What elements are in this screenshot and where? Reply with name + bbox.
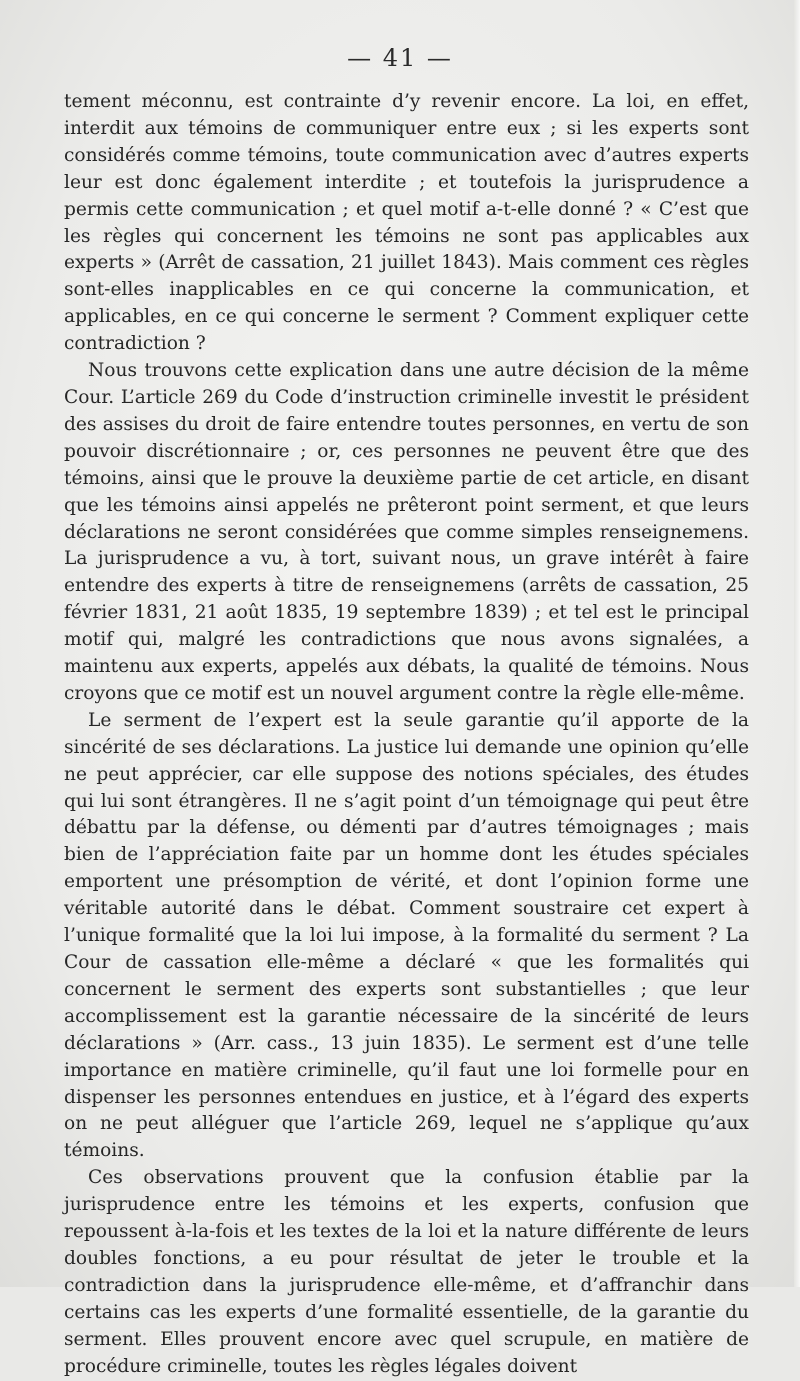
paragraph-4: Ces observations prouvent que la confusion établie par la jurisprudence entre les témoins et les experts, confusion que repoussent à-la-fois et les textes de la loi et la nature différente de leurs doubles fonctions, a eu pour résultat de jeter le trouble et la contradiction dans la jurisprudence elle-même, et d’affranchir dans certains cas les experts d’une formalité essentielle, de la garantie du serment. Elles prouvent encore avec quel scrupule, en matière de procédure criminelle, toutes les règles légales doivent: [64, 1167, 749, 1377]
page-edge: [794, 0, 800, 1287]
paragraph-3: Le serment de l’expert est la seule garantie qu’il apporte de la sincérité de ses déclarations. La justice lui demande une opinion qu’elle ne peut apprécier, car elle suppose des notions spéciales, des études qui lui sont étrangères. Il ne s’agit point d’un témoignage qui peut être débattu par la défense, ou démenti par d’autres témoignages ; mais bien de l’appréciation faite par un homme dont les études spéciales emportent une présomption de vérité, et dont l’opinion forme une véritable autorité dans le débat. Comment soustraire cet expert à l’unique formalité que la loi lui impose, à la formalité du serment ? La Cour de cassation elle-même a déclaré « que les formalités qui concernent le serment des experts sont substantielles ; que leur accomplissement est la garantie nécessaire de la sincérité de leurs déclarations » (Arr. cass., 13 juin 1835). Le serment est d’une telle importance en matière criminelle, qu’il faut une loi formelle pour en dispenser les personnes entendues en justice, et à l’égard des experts on ne peut alléguer que l’article 269, lequel ne s’applique qu’aux témoins.: [64, 709, 749, 1162]
page-number: — 41 —: [347, 44, 453, 72]
paragraph-1: tement méconnu, est contrainte d’y revenir encore. La loi, en effet, interdit aux témoins de communiquer entre eux ; si les experts sont considérés comme témoins, toute communication avec d’autres experts leur est donc également interdite ; et toutefois la jurisprudence a permis cette communication ; et quel motif a-t-elle donné ? « C’est que les règles qui concernent les témoins ne sont pas applicables aux experts » (Arrêt de cassation, 21 juillet 1843). Mais comment ces règles sont-elles inapplicables en ce qui concerne la communication, et applicables, en ce qui concerne le serment ? Comment expliquer cette contradiction ?: [64, 91, 749, 355]
paragraph-2: Nous trouvons cette explication dans une autre décision de la même Cour. L’article 269 du Code d’instruction criminelle investit le président des assises du droit de faire entendre toutes personnes, en vertu de son pouvoir discrétionnaire ; or, ces personnes ne peuvent être que des témoins, ainsi que le prouve la deuxième partie de cet article, en disant que les témoins ainsi appelés ne prêteront point serment, et que leurs déclarations ne seront considérées que comme simples renseignemens. La jurisprudence a vu, à tort, suivant nous, un grave intérêt à faire entendre des experts à titre de renseignemens (arrêts de cassation, 25 février 1831, 21 août 1835, 19 septembre 1839) ; et tel est le principal motif qui, malgré les contradictions que nous avons signalées, a maintenu aux experts, appelés aux débats, la qualité de témoins. Nous croyons que ce motif est un nouvel argument contre la règle elle-même.: [64, 360, 749, 704]
body-text: [64, 89, 749, 1381]
